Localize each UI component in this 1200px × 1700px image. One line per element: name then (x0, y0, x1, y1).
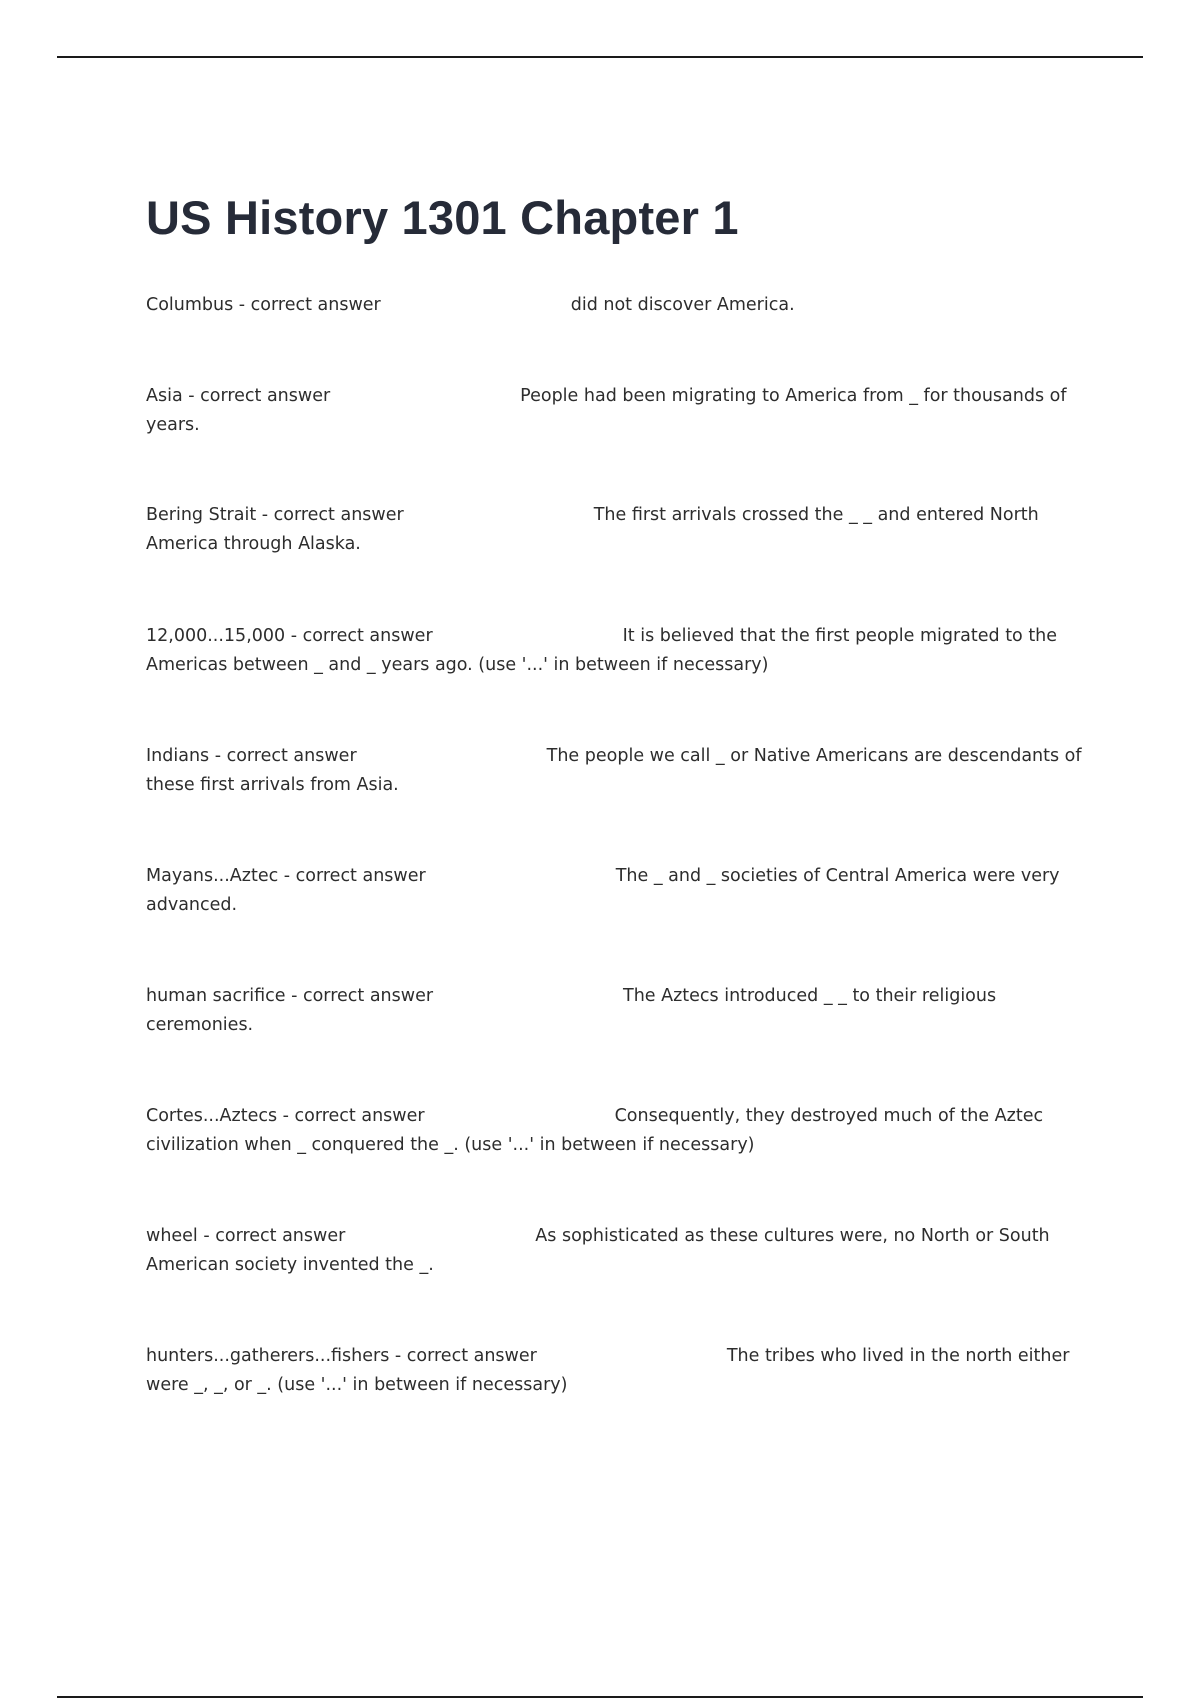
card-definition: As sophisticated as these cultures were, no North or South American society invented the _. (146, 1226, 1050, 1275)
card-definition: The tribes who lived in the north either were _, _, or _. (use '...' in between if necessary) (146, 1346, 1070, 1395)
flashcard (146, 982, 1096, 1040)
page-title: US History 1301 Chapter 1 (146, 191, 739, 244)
flashcard (146, 1102, 1096, 1160)
card-definition: The first arrivals crossed the _ _ and entered North America through Alaska. (146, 505, 1039, 554)
card-definition: The people we call _ or Native Americans are descendants of these first arrivals from Asia. (146, 746, 1082, 795)
card-definition: The _ and _ societies of Central America were very advanced. (146, 866, 1060, 915)
flashcard (146, 291, 1096, 320)
card-term: Indians - correct answer (146, 746, 357, 766)
card-term: hunters...gatherers...fishers - correct answer (146, 1346, 537, 1366)
card-term: Columbus - correct answer (146, 295, 381, 315)
card-term: Bering Strait - correct answer (146, 505, 404, 525)
card-term: Mayans...Aztec - correct answer (146, 866, 426, 886)
flashcard (146, 501, 1096, 559)
flashcard (146, 862, 1096, 920)
flashcard (146, 742, 1096, 800)
flashcard (146, 1222, 1096, 1280)
top-rule (57, 56, 1143, 58)
card-definition: Consequently, they destroyed much of the Aztec civilization when _ conquered the _. (use '...' in between if necessary) (146, 1106, 1044, 1155)
card-definition: The Aztecs introduced _ _ to their religious ceremonies. (146, 986, 997, 1035)
card-term: Asia - correct answer (146, 386, 331, 406)
card-definition: did not discover America. (570, 295, 795, 315)
flashcard (146, 1342, 1096, 1400)
card-term: human sacrifice - correct answer (146, 986, 434, 1006)
card-term: wheel - correct answer (146, 1226, 346, 1246)
bottom-rule (57, 1696, 1143, 1698)
card-term: 12,000...15,000 - correct answer (146, 626, 433, 646)
card-definition: People had been migrating to America from _ for thousands of years. (146, 386, 1067, 435)
flashcard (146, 382, 1096, 440)
flashcard (146, 622, 1096, 680)
card-definition: It is believed that the first people migrated to the Americas between _ and _ years ago. (use '...' in between if necessary) (146, 626, 1058, 675)
card-term: Cortes...Aztecs - correct answer (146, 1106, 425, 1126)
